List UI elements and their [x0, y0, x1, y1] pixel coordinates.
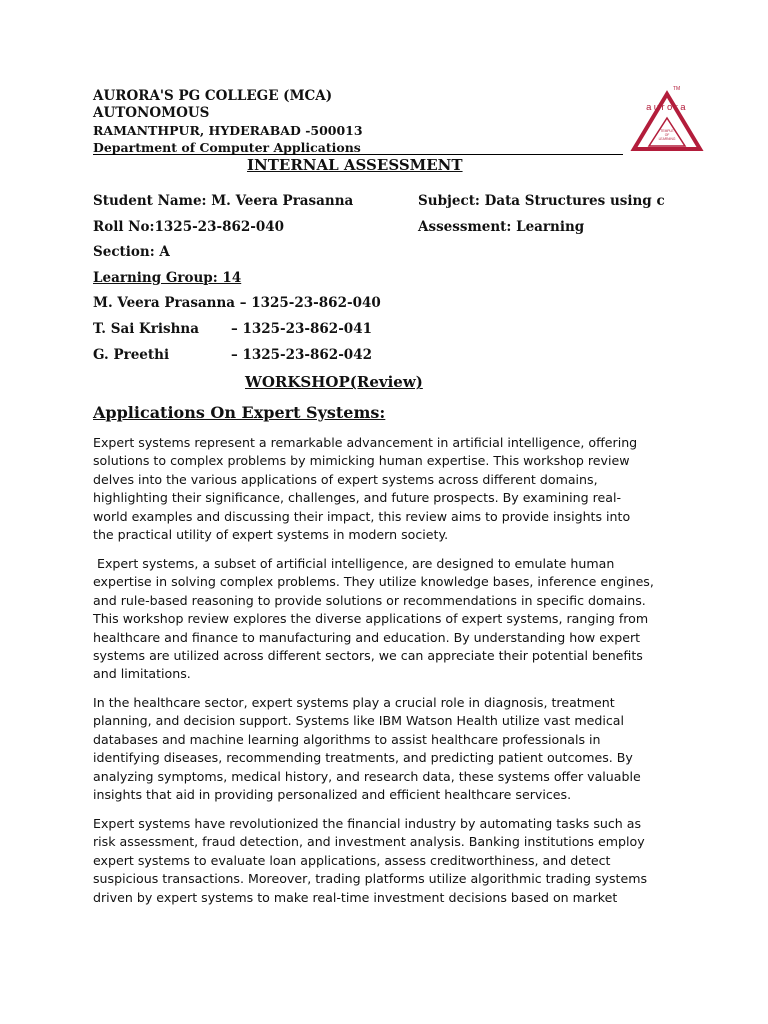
department-name: Department of Computer Applications	[93, 140, 361, 155]
paragraph	[93, 555, 683, 684]
paragraph-line: In the healthcare sector, expert systems play a crucial role in diagnosis, treatment	[93, 695, 615, 710]
paragraph-line: and limitations.	[93, 666, 191, 682]
paragraph	[93, 694, 683, 804]
assessment-type: Assessment: Learning	[418, 219, 585, 235]
member-roll: – 1325-23-862-040	[239, 295, 381, 311]
paragraph-line: the practical utility of expert systems in modern society.	[93, 527, 449, 543]
paragraph	[93, 815, 683, 907]
member-roll: – 1325-23-862-041	[231, 321, 372, 337]
paragraph-line: solutions to complex problems by mimicking human expertise. This workshop review	[93, 453, 630, 469]
paragraph-line: identifying diseases, recommending treatments, and predicting patient outcomes. By	[93, 750, 633, 766]
section: Section: A	[93, 244, 170, 260]
header-rule	[93, 154, 623, 155]
roll-number: Roll No:1325-23-862-040	[93, 219, 285, 235]
college-header	[93, 88, 363, 156]
paragraph-line: planning, and decision support. Systems like IBM Watson Health utilize vast medical	[93, 713, 624, 729]
paragraph-line: suspicious transactions. Moreover, trading platforms utilize algorithmic trading systems	[93, 871, 648, 887]
logo-tagline-1: TEMPLE	[660, 129, 674, 133]
paragraph-line: databases and machine learning algorithms to assist healthcare professionals in	[93, 731, 601, 747]
learning-group: Learning Group: 14	[93, 270, 242, 286]
page-title: INTERNAL ASSESSMENT	[247, 156, 463, 174]
paragraph-line: and rule-based reasoning to provide solutions or recommendations in specific domains.	[93, 592, 646, 608]
paragraph-line: driven by expert systems to make real-time investment decisions based on market	[93, 889, 618, 905]
paragraph-line: Expert systems have revolutionized the financial industry by automating tasks such as	[93, 816, 642, 831]
member-name: M. Veera Prasanna	[93, 295, 236, 311]
subject: Subject: Data Structures using c	[418, 193, 665, 209]
group-member	[93, 347, 393, 363]
paragraph-line: analyzing symptoms, medical history, and research data, these systems offer valuable	[93, 768, 641, 784]
college-name: AURORA'S PG COLLEGE (MCA)	[93, 88, 333, 104]
paragraph-line: delves into the various applications of expert systems across different domains,	[93, 471, 598, 487]
college-status: AUTONOMOUS	[93, 105, 210, 121]
logo-tm: TM	[673, 86, 681, 92]
section-heading: Applications On Expert Systems:	[93, 403, 386, 422]
paragraph-line: healthcare and finance to manufacturing and education. By understanding how expert	[93, 629, 641, 645]
paragraph-line: systems are utilized across different sectors, we can appreciate their potential benefits	[93, 648, 643, 664]
paragraph-line: risk assessment, fraud detection, and investment analysis. Banking institutions employ	[93, 834, 645, 850]
member-roll: – 1325-23-862-042	[231, 347, 372, 363]
group-member	[93, 321, 393, 337]
paragraph-line: expert systems to evaluate loan applications, assess creditworthiness, and detect	[93, 852, 611, 868]
paragraph-line: highlighting their significance, challenges, and future prospects. By examining real-	[93, 490, 622, 506]
logo-tagline-2: OF	[664, 133, 670, 137]
member-name: G. Preethi	[93, 347, 170, 363]
college-address: RAMANTHPUR, HYDERABAD -500013	[93, 123, 363, 138]
paragraph-line: world examples and discussing their impact, this review aims to provide insights into	[93, 508, 631, 524]
paragraph-line: Expert systems represent a remarkable advancement in artificial intelligence, offering	[93, 435, 638, 450]
workshop-title: WORKSHOP(Review)	[245, 373, 423, 391]
member-name: T. Sai Krishna	[93, 321, 199, 337]
aurora-logo	[621, 80, 713, 158]
logo-tagline-3: LEARNING	[658, 137, 676, 141]
paragraph	[93, 434, 683, 544]
paragraph-line: This workshop review explores the diverse applications of expert systems, ranging from	[93, 611, 649, 627]
student-name: Student Name: M. Veera Prasanna	[93, 193, 354, 209]
paragraph-line: Expert systems, a subset of artificial intelligence, are designed to emulate human	[93, 556, 615, 571]
group-member	[93, 295, 393, 311]
paragraph-line: insights that aid in providing personalized and efficient healthcare services.	[93, 787, 572, 803]
paragraph-line: expertise in solving complex problems. They utilize knowledge bases, inference engines,	[93, 574, 654, 590]
logo-brand-text: aurora	[646, 102, 688, 113]
